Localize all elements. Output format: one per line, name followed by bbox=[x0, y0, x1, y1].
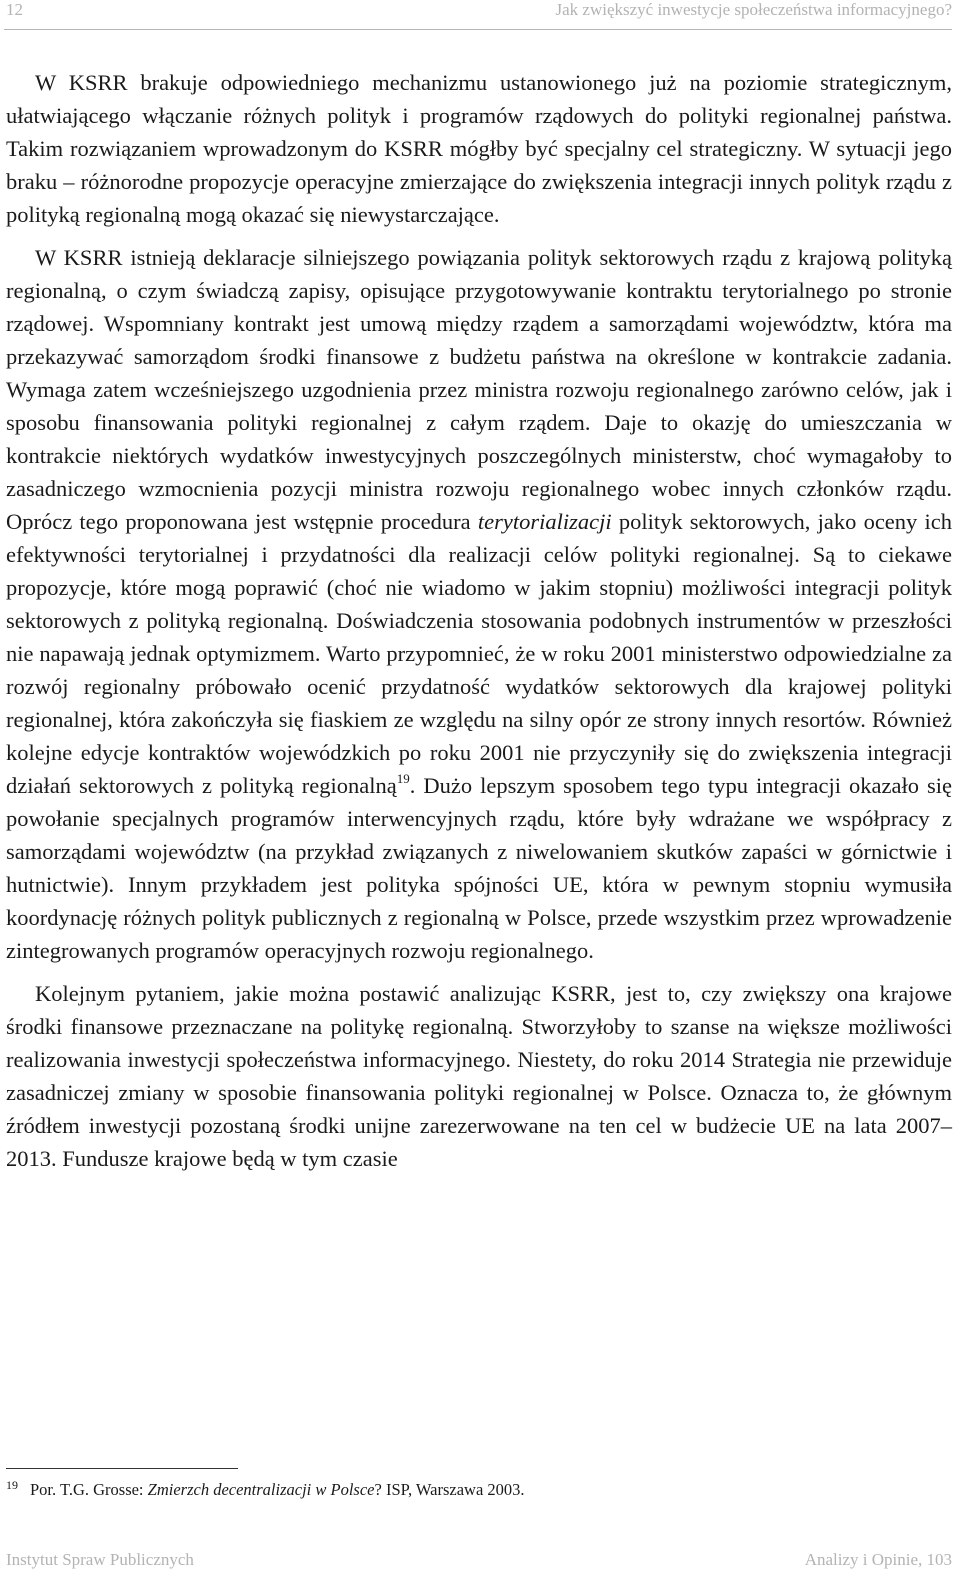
main-text bbox=[6, 66, 952, 1185]
running-footer bbox=[6, 1550, 952, 1570]
footnote-rule bbox=[6, 1468, 238, 1469]
running-title: Jak zwiększyć inwestycje społeczeństwa informacyjnego? bbox=[555, 0, 952, 19]
footnote bbox=[6, 1474, 952, 1501]
paragraph: Kolejnym pytaniem, jakie można postawić analizując KSRR, jest to, czy zwiększy ona krajowe środki finansowe przeznaczane na politykę regionalną. Stworzyłoby to szanse na większe możliwości realizowania inwestycji społeczeństwa informacyjnego. Niestety, do roku 2014 Strategia nie przewiduje zasadniczej zmiany w sposobie finansowania polityki regionalnej w Polsce. Oznacza to, że głównym źródłem inwestycji pozostaną środki unijne zarezerwowane na ten cel w budżecie UE na lata 2007–2013. Fundusze krajowe będą w tym czasie bbox=[6, 981, 952, 1171]
publisher-name: Instytut Spraw Publicznych bbox=[6, 1550, 194, 1569]
page-number: 12 bbox=[6, 0, 23, 19]
footnote-number: 19 bbox=[6, 1478, 18, 1492]
series-name: Analizy i Opinie, 103 bbox=[804, 1550, 952, 1569]
footnote-book-title: Zmierzch decentralizacji w Polsce bbox=[147, 1480, 375, 1499]
paragraph: W KSRR brakuje odpowiedniego mechanizmu ustanowionego już na poziomie strategicznym, ułatwiającego włączanie różnych polityk i programów rządowych do polityki regionalnej państwa. Takim rozwiązaniem wprowadzonym do KSRR mógłby być specjalny cel strategiczny. W sytuacji jego braku – różnorodne propozycje operacyjne zmierzające do zwiększenia integracji innych polityk rządu z polityką regionalną mogą okazać się niewystarczające. bbox=[6, 70, 952, 227]
paragraph-text: polityk sektorowych, jako oceny ich efektywności terytorialnej i przydatności dla realizacji celów polityki regionalnej. Są to ciekawe propozycje, które mogą poprawić (choć nie wiadomo w jakim stopniu) możliwości integracji polityk sektorowych z polityką regionalną. Doświadczenia stosowania podobnych instrumentów w przeszłości nie napawają jednak optymizmem. Warto przypomnieć, że w roku 2001 ministerstwo odpowiedzialne za rozwój regionalny próbowało ocenić przydatność wydatków sektorowych dla krajowej polityki regionalnej, która zakończyła się fiaskiem ze względu na silny opór ze strony innych resortów. Również kolejne edycje kontraktów wojewódzkich po roku 2001 nie przyczyniły się do zwiększenia integracji działań sektorowych z polityką regionalną bbox=[6, 509, 952, 798]
header-rule bbox=[4, 29, 952, 30]
paragraph bbox=[6, 241, 952, 967]
footnote-text: Por. T.G. Grosse: bbox=[30, 1480, 148, 1499]
running-header bbox=[6, 0, 952, 28]
footnote-text: ? ISP, Warszawa 2003. bbox=[374, 1480, 525, 1499]
italic-term: terytorializacji bbox=[477, 509, 612, 534]
paragraph-text: W KSRR istnieją deklaracje silniejszego powiązania polityk sektorowych rządu z krajową polityką regionalną, o czym świadczą zapisy, opisujące przygotowywanie kontraktu terytorialnego po stronie rządowej. Wspomniany kontrakt jest umową między rządem a samorządami województw, która ma przekazywać samorządom środki finansowe z budżetu państwa na określone w kontrakcie zadania. Wymaga zatem wcześniejszego uzgodnienia przez ministra rozwoju regionalnego zarówno celów, jak i sposobu finansowania polityki regionalnej z całym rządem. Daje to okazję do umieszczania w kontrakcie niektórych wydatków inwestycyjnych poszczególnych ministerstw, choć wymagałoby to zasadniczego wzmocnienia pozycji ministra rozwoju regionalnego wobec innych członków rządu. Oprócz tego proponowana jest wstępnie procedura bbox=[6, 245, 952, 534]
paragraph-text: . Dużo lepszym sposobem tego typu integracji okazało się powołanie specjalnych programów interwencyjnych rządu, które były wdrażane we współpracy z samorządami województw (na przykład związanych z niwelowaniem skutków zapaści w górnictwie i hutnictwie). Innym przykładem jest polityka spójności UE, która w pewnym stopniu wymusiła koordynację różnych polityk publicznych z regionalną w Polsce, przede wszystkim przez wprowadzenie zintegrowanych programów operacyjnych rozwoju regionalnego. bbox=[6, 773, 952, 963]
footnote-reference[interactable]: 19 bbox=[396, 771, 410, 786]
